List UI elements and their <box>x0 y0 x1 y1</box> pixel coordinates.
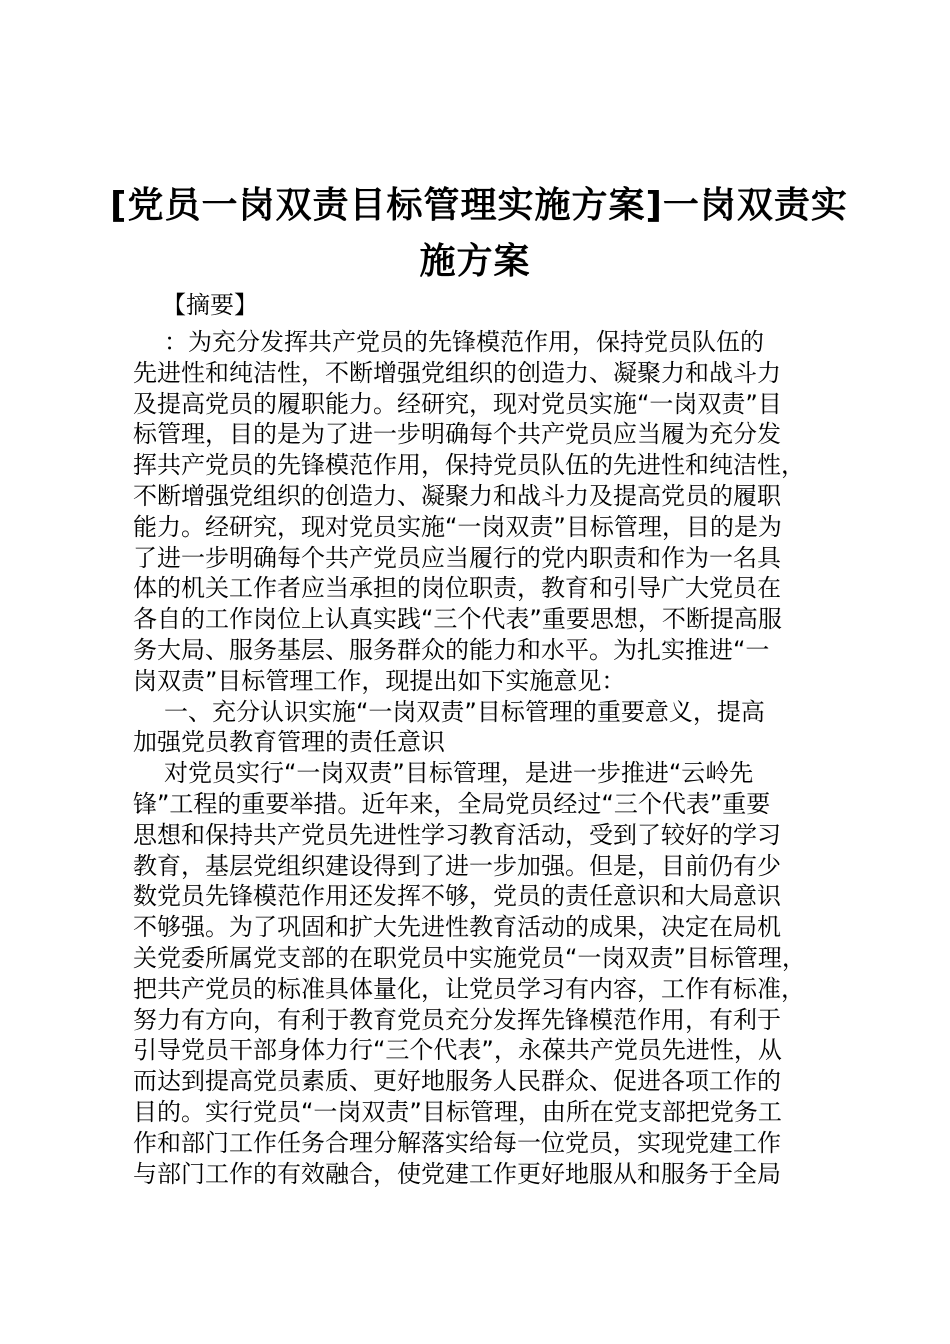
body-line: 标管理，目的是为了进一步明确每个共产党员应当履为充分发 <box>133 420 781 449</box>
body-line: 作和部门工作任务合理分解落实给每一位党员，实现党建工作 <box>133 1128 781 1157</box>
body-line: 能力。经研究，现对党员实施“一岗双责”目标管理，目的是为 <box>133 512 782 541</box>
body-line: 了进一步明确每个共产党员应当履行的党内职责和作为一名具 <box>133 543 781 572</box>
body-line: 与部门工作的有效融合，使党建工作更好地服从和服务于全局 <box>133 1159 781 1188</box>
body-line: 不够强。为了巩固和扩大先进性教育活动的成果，决定在局机 <box>133 913 781 942</box>
body-line: 教育，基层党组织建设得到了进一步加强。但是，目前仍有少 <box>133 851 781 880</box>
body-line: 不断增强党组织的创造力、凝聚力和战斗力及提高党员的履职 <box>133 481 781 510</box>
body-line: 引导党员干部身体力行“三个代表”，永葆共产党员先进性，从 <box>133 1036 782 1065</box>
body-line: 目的。实行党员“一岗双责”目标管理，由所在党支部把党务工 <box>133 1097 782 1126</box>
document-body <box>133 327 853 1189</box>
body-line: 及提高党员的履职能力。经研究，现对党员实施“一岗双责”目 <box>133 389 782 418</box>
body-line: 思想和保持共产党员先进性学习教育活动，受到了较好的学习 <box>133 820 781 849</box>
body-line: 务大局、服务基层、服务群众的能力和水平。为扎实推进“一 <box>133 635 770 664</box>
abstract-heading: 【摘要】 <box>162 291 258 319</box>
body-line: 锋”工程的重要举措。近年来，全局党员经过“三个代表”重要 <box>133 789 771 818</box>
section-heading-line: 加强党员教育管理的责任意识 <box>133 728 445 757</box>
title-line-1: [党员一岗双责目标管理实施方案]一岗双责实 <box>110 185 848 226</box>
body-line: 岗双责”目标管理工作，现提出如下实施意见： <box>133 666 626 695</box>
body-line: 关党委所属党支部的在职党员中实施党员“一岗双责”目标管理， <box>133 943 806 972</box>
body-line: 把共产党员的标准具体量化，让党员学习有内容，工作有标准， <box>133 974 805 1003</box>
title-line-2: 施方案 <box>419 241 531 282</box>
body-line: ：为充分发挥共产党员的先锋模范作用，保持党员队伍的 <box>164 328 764 356</box>
body-line: 数党员先锋模范作用还发挥不够，党员的责任意识和大局意识 <box>133 882 781 911</box>
document-title <box>110 178 848 290</box>
body-line: 体的机关工作者应当承担的岗位职责，教育和引导广大党员在 <box>133 574 781 603</box>
body-line: 先进性和纯洁性，不断增强党组织的创造力、凝聚力和战斗力 <box>133 358 781 387</box>
section-heading-line: 一、充分认识实施“一岗双责”目标管理的重要意义，提高 <box>164 697 765 726</box>
body-line: 各自的工作岗位上认真实践“三个代表”重要思想，不断提高服 <box>133 605 782 634</box>
body-line: 挥共产党员的先锋模范作用，保持党员队伍的先进性和纯洁性， <box>133 451 805 480</box>
body-line: 努力有方向，有利于教育党员充分发挥先锋模范作用，有利于 <box>133 1005 781 1034</box>
body-line: 对党员实行“一岗双责”目标管理，是进一步推进“云岭先 <box>164 759 754 788</box>
body-line: 而达到提高党员素质、更好地服务人民群众、促进各项工作的 <box>133 1067 781 1096</box>
